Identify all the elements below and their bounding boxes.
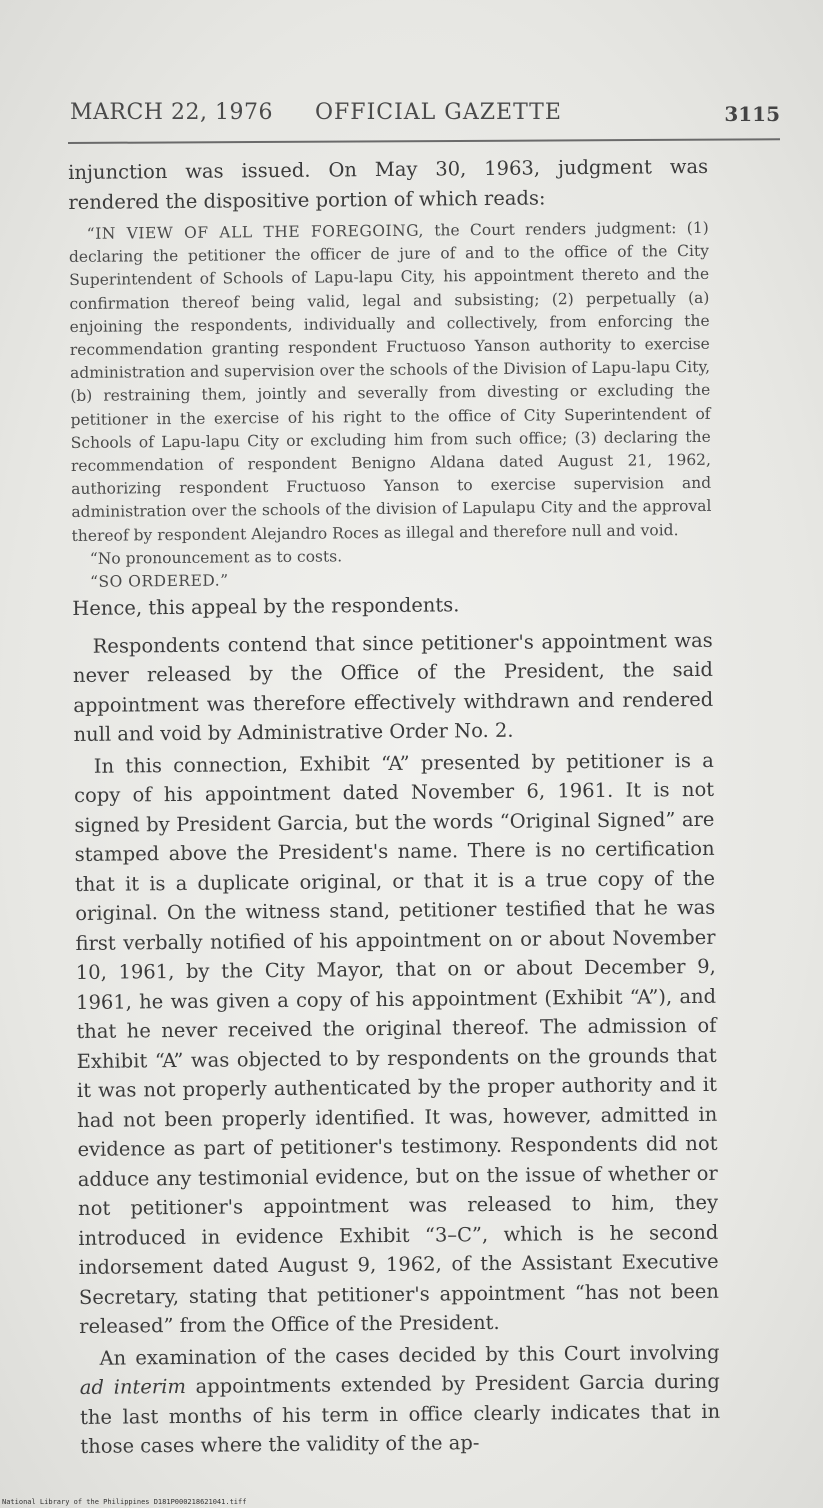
quote-body: the Court renders judgment: (1) declaring the petitioner the officer de jure of and to the office of the City Superintendent of Schools of Lapu-lapu City, his appointment thereto and the confirmation thereof being valid, legal and subsisting; (2) perpetually (a) enjoining the respondents, individually and collectively, from enforcing the recommendation granting respondent Fructuoso Yanson authority to exercise administration and supervision over the schools of the Division of Lapu-lapu City, (b) restraining them, jointly and severally from divesting or excluding the petitioner in the exercise of his right to the office of City Superintendent of Schools of Lapu-lapu City or excluding him from such office; (3) declaring the recommendation of respondent Benigno Aldana dated August 21, 1962, authorizing respondent Fructuoso Yanson to exercise supervision and administration over the schools of the division of Lapulapu City and the approval thereof by respondent Alejandro Roces as illegal and therefore null and void. [68,218,712,545]
paragraph: Hence, this appeal by the respondents. [72,593,460,621]
quote-so-ordered: “SO ORDERED.” [89,571,229,591]
paragraph-text: appointments extended by President Garcia during the last months of his term in office clearly indicates that in those cases where the validity of the ap- [79,1370,721,1459]
paragraph: In this connection, Exhibit “A” presented by petitioner is a copy of his appointment dated November 6, 1961. It is not signed by President Garcia, but the words “Original Signed” are stamped above the President's name. There is no certification that it is a duplicate original, or that it is a true copy of the original. On the witness stand, petitioner testified that he was first verbally notified of his appointment on or about November 10, 1961, by the City Mayor, that on or about December 9, 1961, he was given a copy of his appointment (Exhibit “A”), and that he never received the original thereof. The admission of Exhibit “A” was objected to by respondents on the grounds that it was not properly authenticated by the proper authority and it had not been properly identified. It was, however, admitted in evidence as part of petitioner's testimony. Respondents did not adduce any testimonial evidence, but on the issue of whether or not petitioner's appointment was released to him, they introduced in evidence Exhibit “3–C”, which is he second indorsement dated August 9, 1962, of the Assistant Executive Secretary, stating that petitioner's appointment “has not been released” from the Office of the President. [74,748,720,1339]
header-rule [68,138,780,144]
paragraph: injunction was issued. On May 30, 1963, judgment was rendered the dispositive portion of which reads: [68,154,709,214]
body-text [68,152,720,1462]
quote-lead: “IN VIEW OF ALL THE FOREGOING, [86,221,425,243]
header-date: MARCH 22, 1976 [70,100,273,125]
header-page-number: 3115 [724,102,780,126]
quote-costs: “No pronouncement as to costs. [89,547,343,568]
header-publication: OFFICIAL GAZETTE [315,100,562,125]
page-header [70,100,780,134]
paragraph [79,1338,720,1462]
quoted-judgment [69,217,712,548]
italic-term: ad interim [79,1375,186,1400]
scan-footer: National Library of the Philippines D181P000218621041.tiff [2,1498,247,1506]
paragraph-text: An examination of the cases decided by this Court involving [99,1340,720,1370]
paragraph: Respondents contend that since petitioner's appointment was never released by the Office of the President, the said appointment was therefore effectively withdrawn and rendered null and void by Administrative Order No. 2. [72,628,714,747]
